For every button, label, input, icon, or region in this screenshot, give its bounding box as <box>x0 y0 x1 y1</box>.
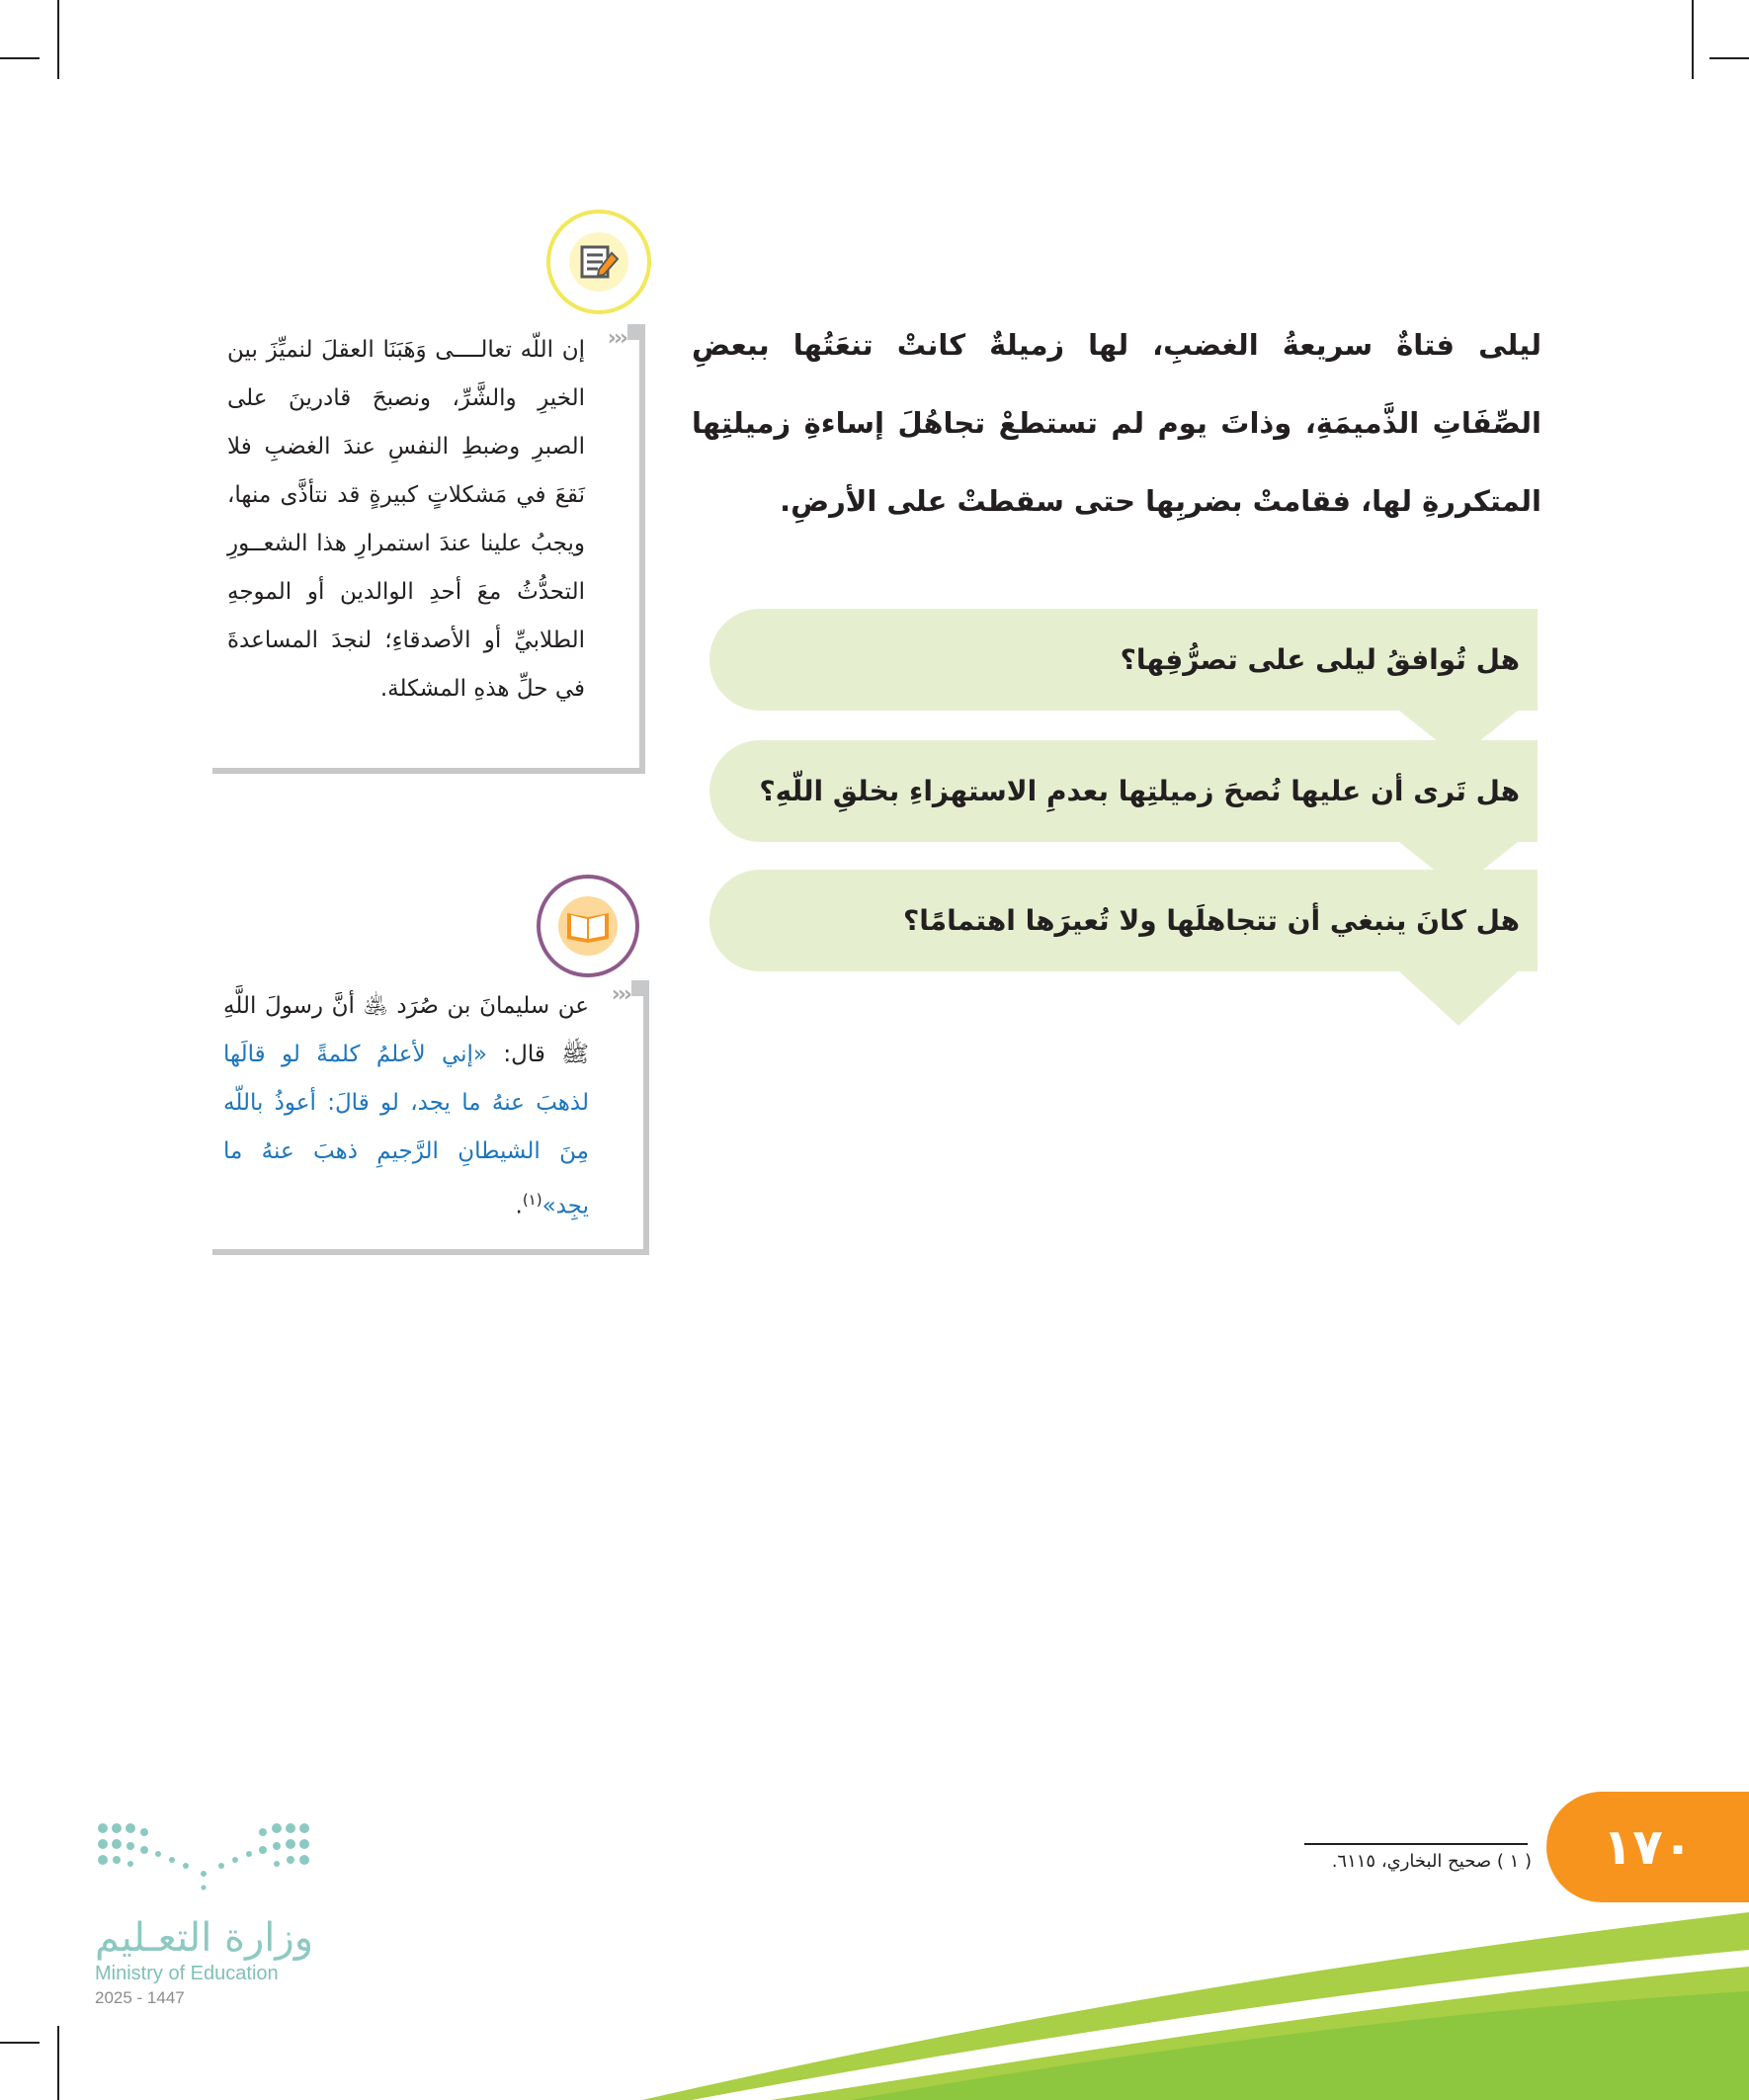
crop-mark <box>1709 57 1749 59</box>
notes-icon <box>546 210 651 314</box>
box-marker <box>627 324 645 340</box>
hadith-intro: عن سليمانَ بن صُرَد ﵁ أنَّ رسولَ اللَّهِ ﷺ قال: <box>223 993 589 1067</box>
footnote-divider <box>1304 1843 1528 1845</box>
question-banner-1 <box>709 609 1538 711</box>
page-number: ١٧٠ <box>1546 1792 1749 1902</box>
arrow-down-icon <box>1399 971 1518 1026</box>
question-text: هل كانَ ينبغي أن تتجاهلَها ولا تُعيرَها اهتمامًا؟ <box>903 904 1520 937</box>
advice-text: إن اللّه تعالــــى وَهَبَنَا العقلَ لنميِّزَ بين الخيرِ والشَّرِّ، ونصبحَ قادرينَ على الصبرِ وضبطِ النفسِ عندَ الغضبِ فلا نَقعَ في مَشكلاتٍ كبيرةٍ قد نتأذَّى منها، ويجبُ علينا عندَ استمرارِ هذا الشعــورِ التحدُّثُ معَ أحدِ الوالدين أو الموجهِ الطلابيِّ أو الأصدقاءِ؛ لنجدَ المساعدةَ في حلِّ هذهِ المشكلة. <box>227 337 585 702</box>
book-icon <box>537 875 639 977</box>
chevrons-icon: ‹‹‹ <box>611 982 629 1007</box>
chevrons-icon: ‹‹‹ <box>607 326 625 351</box>
advice-box <box>212 326 645 774</box>
question-text: هل تَرى أن عليها نُصحَ زميلتِها بعدمِ الاستهزاءِ بخلقِ اللّهِ؟ <box>759 775 1520 807</box>
hadith-quote: «إني لأعلمُ كلمةً لو قالَها لذهبَ عنهُ ما يجد، لو قالَ: أعوذُ باللّه مِنَ الشيطانِ الرَّجيمِ ذهبَ عنهُ ما يجِد» <box>223 1042 589 1219</box>
ministry-year: 2025 - 1447 <box>95 1988 185 2007</box>
ministry-logo-icon <box>95 1818 312 1897</box>
hadith-text <box>223 982 589 1231</box>
ministry-name-ar: وزارة التعـليم <box>95 1915 314 1961</box>
crop-mark <box>1692 0 1694 79</box>
question-text: هل تُوافقُ ليلى على تصرُّفِها؟ <box>1120 643 1520 676</box>
question-banner-2 <box>709 740 1538 842</box>
footnote-ref: (١) <box>522 1191 542 1209</box>
hadith-box <box>212 982 649 1255</box>
footnote: ( ١ ) صحيح البخاري، ٦١١٥. <box>1331 1851 1532 1872</box>
crop-mark <box>57 0 59 79</box>
box-marker <box>631 980 649 996</box>
crop-mark <box>0 57 40 59</box>
question-banner-3 <box>709 870 1538 971</box>
story-paragraph: ليلى فتاةٌ سريعةُ الغضبِ، لها زميلةٌ كانتْ تنعَتُها ببعضِ الصِّفَاتِ الذَّميمَةِ، وذاتَ يوم لم تستطعْ تجاهُلَ إساءةِ زميلتِها المتكررةِ لها، فقامتْ بضربِها حتى سقطتْ على الأرضِ. <box>692 328 1541 518</box>
ministry-name-en: Ministry of Education <box>95 1963 279 1984</box>
hadith-end: . <box>515 1193 523 1219</box>
